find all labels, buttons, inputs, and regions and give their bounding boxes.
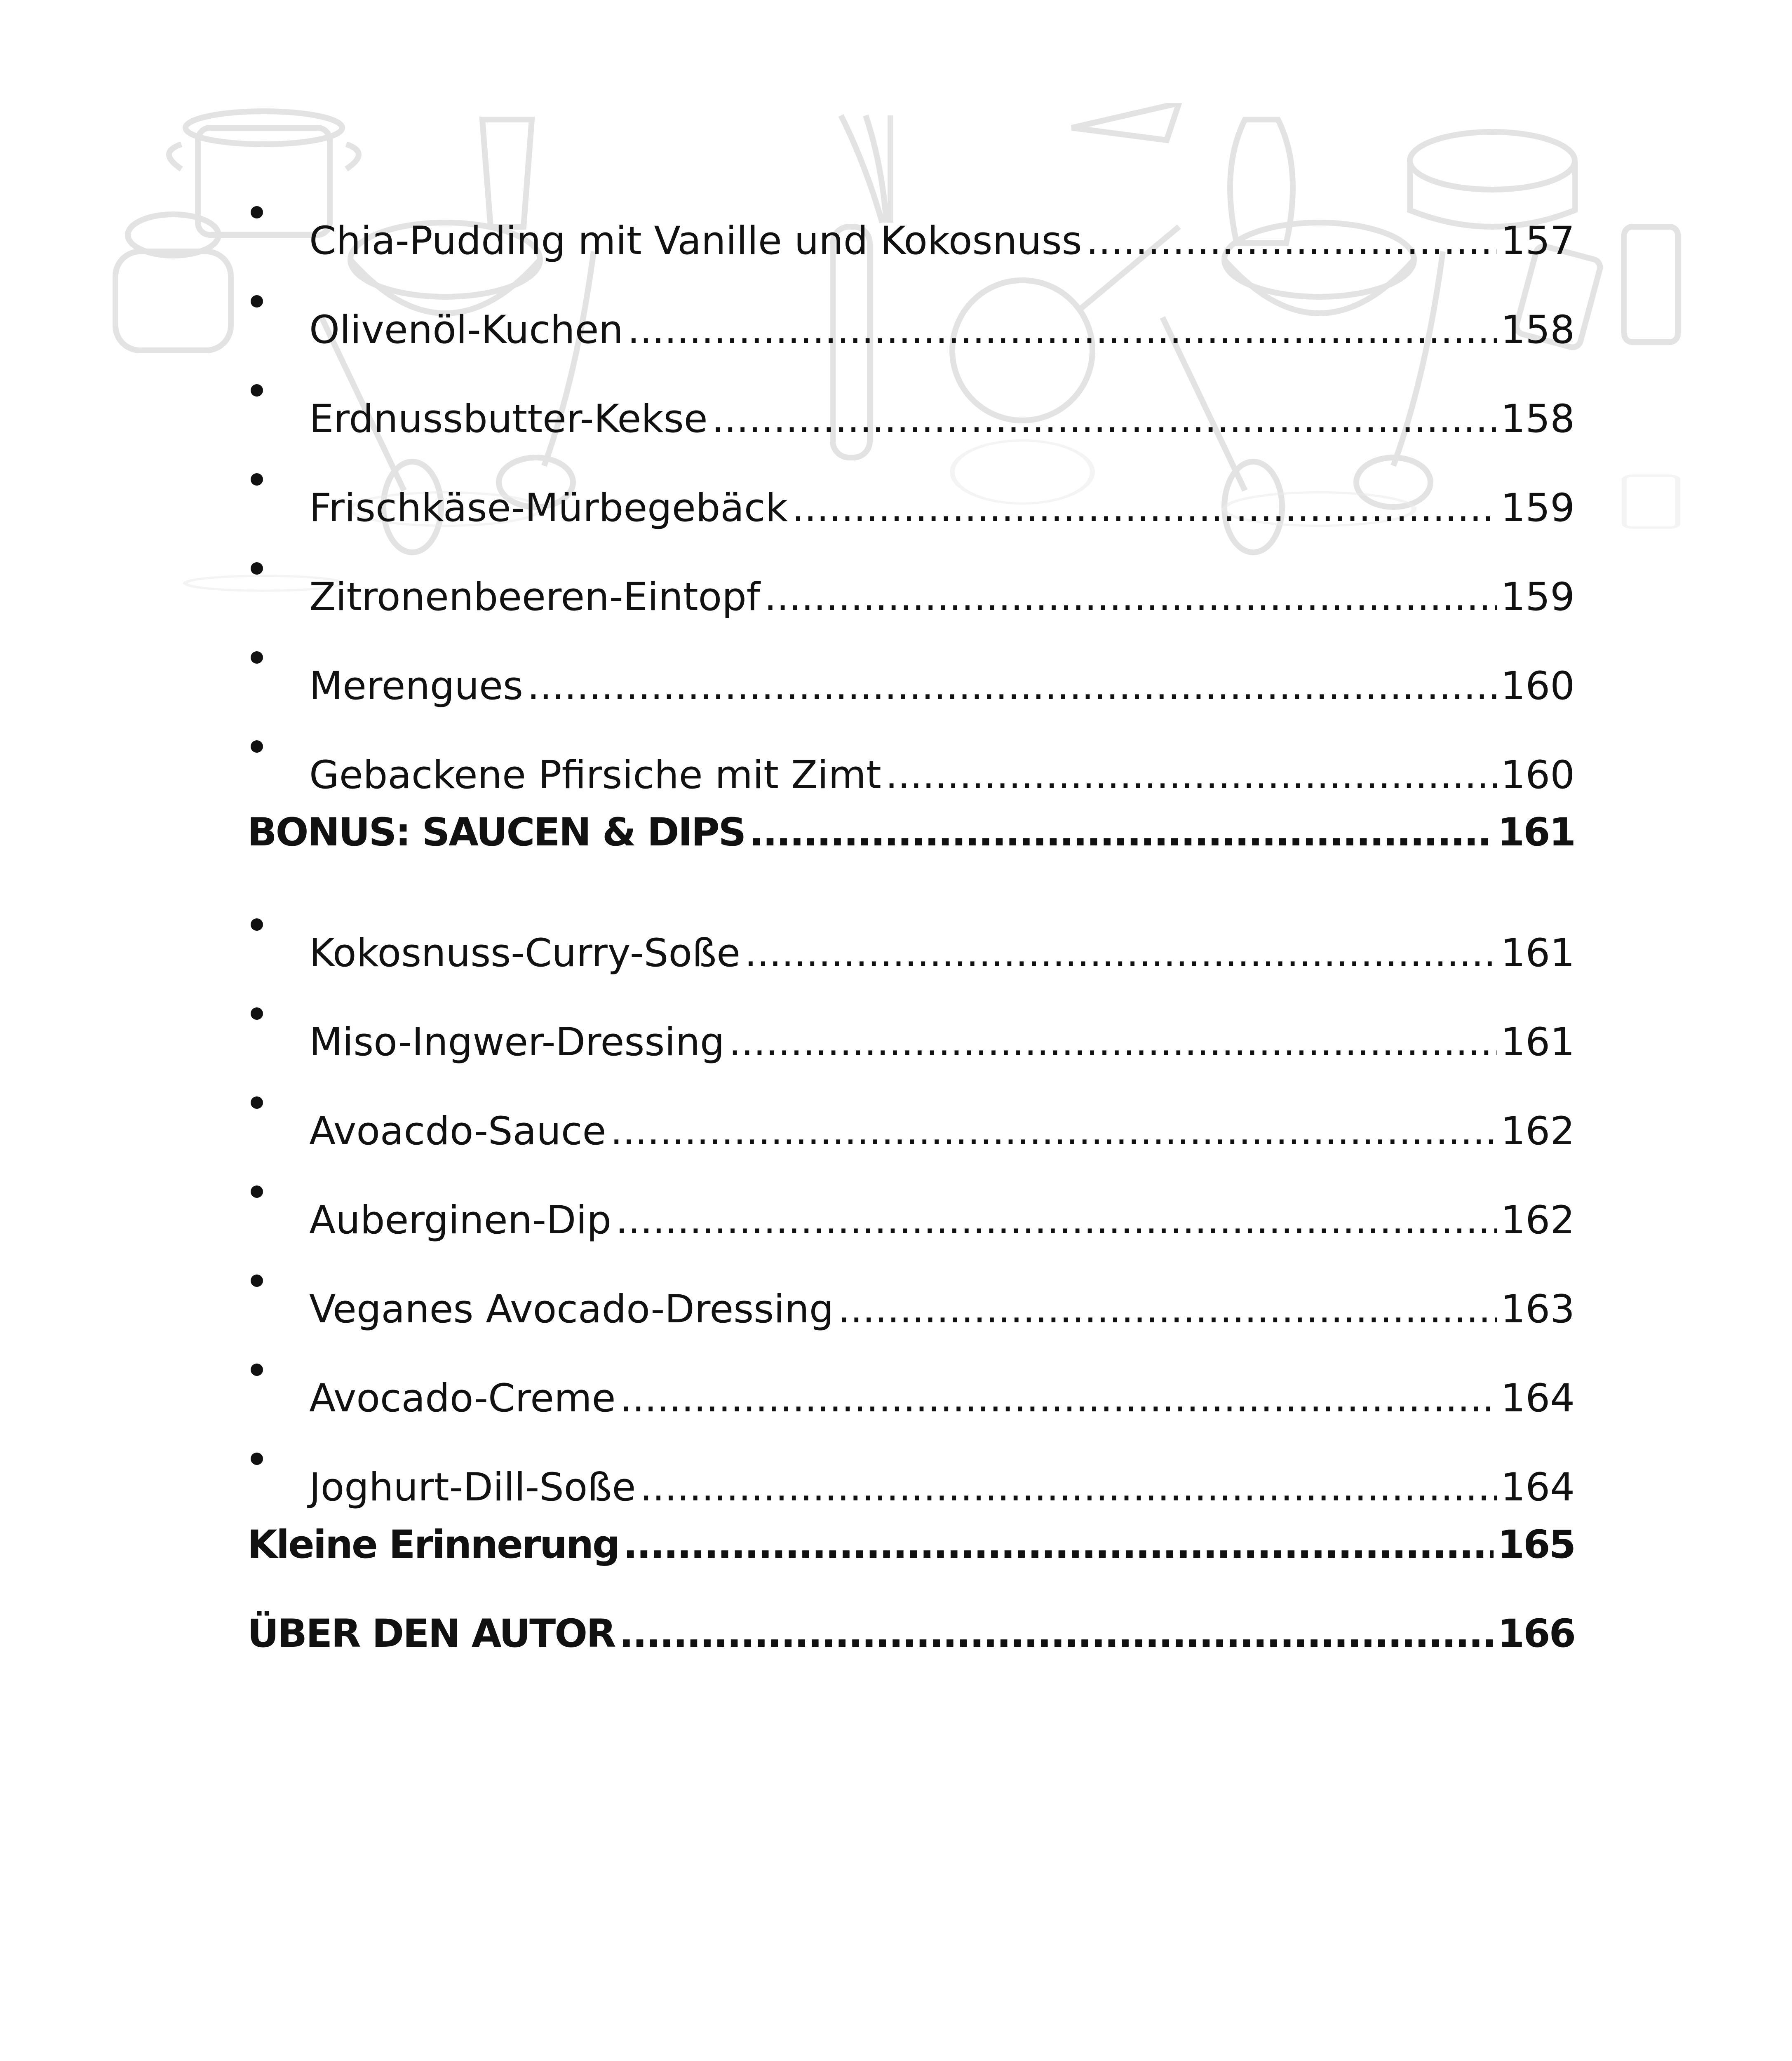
dot-leader bbox=[623, 1500, 1493, 1589]
toc-page-number: 161 bbox=[1501, 1020, 1575, 1065]
bullet-icon bbox=[247, 165, 309, 254]
dot-leader bbox=[527, 642, 1497, 731]
toc-entry[interactable] bbox=[247, 877, 1575, 976]
bullet-icon bbox=[247, 432, 309, 521]
toc-entry-title: Joghurt-Dill-Soße bbox=[309, 1465, 636, 1510]
toc-page-number: 164 bbox=[1501, 1465, 1575, 1510]
dot-leader bbox=[627, 286, 1497, 375]
toc-entry-title: Zitronenbeeren-Eintopf bbox=[309, 575, 760, 620]
toc-entry-title: Miso-Ingwer-Dressing bbox=[309, 1020, 725, 1065]
toc-entry-title: Frischkäse-Mürbegebäck bbox=[309, 486, 788, 531]
bullet-icon bbox=[247, 610, 309, 699]
bullet-icon bbox=[247, 1322, 309, 1411]
toc-page-number: 160 bbox=[1501, 753, 1575, 798]
toc-entry-title: BONUS: SAUCEN & DIPS bbox=[247, 810, 745, 855]
toc-page-number: 165 bbox=[1497, 1522, 1575, 1567]
toc-page-number: 157 bbox=[1501, 218, 1575, 263]
bullet-icon bbox=[247, 877, 309, 966]
toc-entry-title: Avoacdo-Sauce bbox=[309, 1109, 606, 1154]
bullet-icon bbox=[247, 699, 309, 788]
bullet-icon bbox=[247, 521, 309, 610]
toc-page-number: 158 bbox=[1501, 308, 1575, 352]
dot-leader bbox=[1086, 197, 1497, 286]
bullet-icon bbox=[247, 1411, 309, 1500]
dot-leader bbox=[745, 909, 1497, 998]
toc-page-number: 161 bbox=[1501, 931, 1575, 976]
bullet-icon bbox=[247, 1055, 309, 1144]
bullet-icon bbox=[247, 966, 309, 1055]
toc-page-number: 161 bbox=[1497, 810, 1575, 855]
toc-section-heading[interactable] bbox=[247, 788, 1575, 877]
toc-page-number: 166 bbox=[1497, 1611, 1575, 1656]
toc-section-heading[interactable] bbox=[247, 1500, 1575, 1589]
toc-entry-title: Gebackene Pfirsiche mit Zimt bbox=[309, 753, 881, 798]
toc-page-number: 162 bbox=[1501, 1109, 1575, 1154]
dot-leader bbox=[620, 1354, 1497, 1443]
toc-page-number: 158 bbox=[1501, 397, 1575, 441]
dot-leader bbox=[619, 1589, 1494, 1678]
dot-leader bbox=[749, 788, 1493, 877]
toc-section-heading[interactable] bbox=[247, 1589, 1575, 1678]
bullet-icon bbox=[247, 343, 309, 432]
toc-page-number: 160 bbox=[1501, 664, 1575, 709]
dot-leader bbox=[838, 1265, 1497, 1354]
knife-icon bbox=[1072, 103, 1179, 140]
dot-leader bbox=[729, 998, 1497, 1087]
toc-entry[interactable] bbox=[247, 165, 1575, 263]
dot-leader bbox=[610, 1087, 1496, 1176]
toc-page-number: 163 bbox=[1501, 1287, 1575, 1332]
table-of-contents bbox=[247, 165, 1575, 1678]
toc-page-number: 164 bbox=[1501, 1376, 1575, 1421]
bullet-icon bbox=[247, 254, 309, 343]
toc-entry-title: Avocado-Creme bbox=[309, 1376, 616, 1421]
toc-entry-title: Merengues bbox=[309, 664, 523, 709]
dot-leader bbox=[792, 464, 1497, 553]
toc-entry-title: Veganes Avocado-Dressing bbox=[309, 1287, 834, 1332]
toc-entry-title: Erdnussbutter-Kekse bbox=[309, 397, 708, 441]
dot-leader bbox=[615, 1176, 1496, 1265]
toc-entry-title: Kleine Erinnerung bbox=[247, 1522, 619, 1567]
dot-leader bbox=[712, 375, 1497, 464]
toc-page-number: 159 bbox=[1501, 575, 1575, 620]
toc-page-number: 159 bbox=[1501, 486, 1575, 531]
toc-entry-title: Olivenöl-Kuchen bbox=[309, 308, 624, 352]
bullet-icon bbox=[247, 1233, 309, 1322]
toc-entry-title: Kokosnuss-Curry-Soße bbox=[309, 931, 741, 976]
toc-entry-title: Chia-Pudding mit Vanille und Kokosnuss bbox=[309, 218, 1082, 263]
grater-icon bbox=[1624, 227, 1678, 342]
toc-page-number: 162 bbox=[1501, 1198, 1575, 1243]
toc-entry-title: ÜBER DEN AUTOR bbox=[247, 1611, 615, 1656]
toc-entry-title: Auberginen-Dip bbox=[309, 1198, 612, 1243]
dot-leader bbox=[764, 553, 1497, 642]
bullet-icon bbox=[247, 1144, 309, 1233]
